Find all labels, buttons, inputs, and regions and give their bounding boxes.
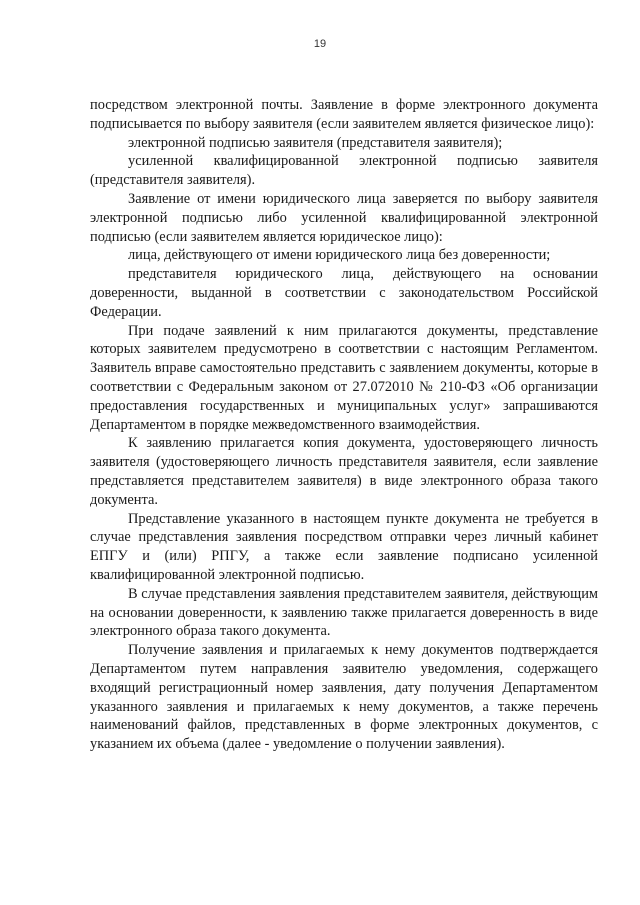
paragraph-qualified-signature: усиленной квалифицированной электронной подписью заявителя (представителя заявителя).	[90, 153, 598, 189]
paragraph-receipt-notification: Получение заявления и прилагаемых к нему документов подтверждается Департаментом путем направления заявителю уведомления, содержащего входящий регистрационный номер заявления, дату получения Департаментом указанного заявления и прилагаемых к нему документов, а также перечень наименований файлов, представленных в форме электронных документов, с указанием их объема (далее - уведомление о получении заявления).	[90, 642, 598, 753]
paragraph-identity-document: К заявлению прилагается копия документа, удостоверяющего личность заявителя (удостоверяющего личность представителя заявителя, если заявление представляется представителем заявителя) в виде электронного образа такого документа.	[90, 435, 598, 508]
paragraph-continuation: посредством электронной почты. Заявление в форме электронного документа подписывается по выбору заявителя (если заявителем является физическое лицо):	[90, 97, 598, 132]
paragraph-not-required: Представление указанного в настоящем пункте документа не требуется в случае представления заявления посредством отправки через личный кабинет ЕПГУ и (или) РПГУ, а также если заявление подписано усиленной квалифицированной электронной подписью.	[90, 510, 598, 583]
paragraph-electronic-signature: электронной подписью заявителя (представителя заявителя);	[128, 134, 503, 151]
paragraph-legal-entity: Заявление от имени юридического лица заверяется по выбору заявителя электронной подписью либо усиленной квалифицированной электронной подписью (если заявителем является юридическое лицо):	[90, 190, 598, 245]
paragraph-representative: представителя юридического лица, действующего на основании доверенности, выданной в соответствии с законодательством Российской Федерации.	[90, 266, 598, 320]
paragraph-attached-documents: При подаче заявлений к ним прилагаются документы, представление которых заявителем предусмотрено в соответствии с настоящим Регламентом. Заявитель вправе самостоятельно представить с заявлением документы, которые в соответствии с Федеральным законом от 27.072010 № 210-ФЗ «Об организации предоставления государственных и муниципальных услуг» запрашиваются Департаментом в порядке межведомственного взаимодействия.	[90, 322, 598, 433]
page-number: 19	[313, 38, 327, 50]
paragraph-power-of-attorney: В случае представления заявления представителем заявителя, действующим на основании доверенности, к заявлению также прилагается доверенность в виде электронного образа такого документа.	[90, 585, 598, 640]
paragraph-without-power-of-attorney: лица, действующего от имени юридического лица без доверенности;	[128, 247, 551, 264]
document-body	[90, 96, 598, 754]
